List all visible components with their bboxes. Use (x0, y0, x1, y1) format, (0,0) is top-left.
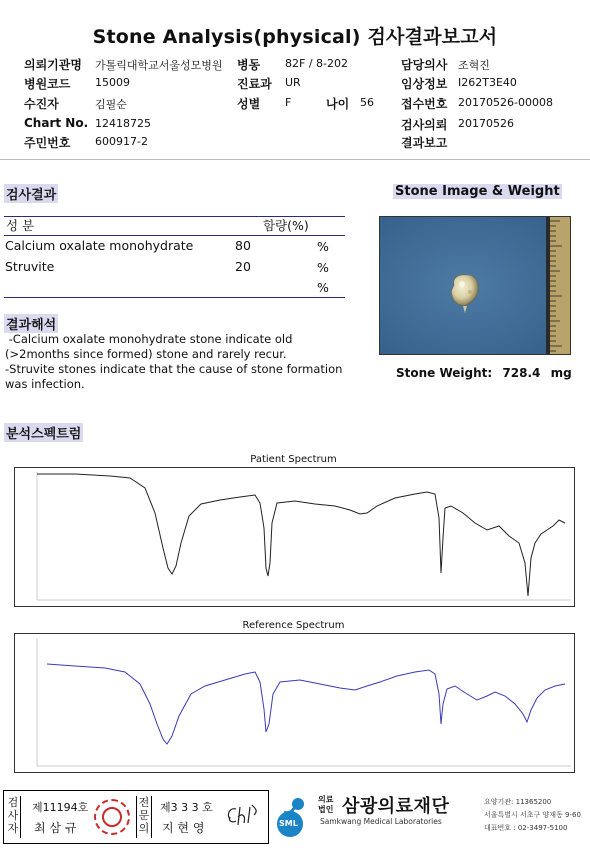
ward-label: 병동 (237, 58, 261, 72)
request-label: 검사의뢰 (401, 118, 448, 132)
interpretation-line: was infection. (5, 377, 85, 391)
interpretation-line: (>2months since formed) stone and rarely recur. (5, 347, 287, 361)
org-contact (484, 796, 581, 835)
result-value: 20 (235, 259, 251, 274)
dept-label: 진료과 (237, 77, 272, 91)
tester-name: 최 삼 규 (34, 821, 77, 835)
stone-weight-unit: mg (550, 366, 572, 380)
stone-photo (379, 216, 571, 355)
tester-vertical-char: 검 (7, 796, 19, 809)
age-label: 나이 (326, 97, 350, 111)
reference-spectrum (14, 633, 575, 773)
results-header-rule (4, 235, 345, 236)
sml-logo (270, 794, 310, 838)
resident-label: 주민번호 (24, 136, 71, 150)
report-label: 결과보고 (401, 136, 448, 150)
tester-vertical-label (6, 796, 21, 838)
org-name: 삼광의료재단 (342, 796, 450, 817)
hospital-code-value: 15009 (95, 76, 130, 89)
result-name: Struvite (5, 259, 55, 274)
content-column-header: 함량(%) (263, 218, 309, 233)
org-phone: 대표번호 : 02-3497-5100 (484, 824, 568, 832)
specialist-vertical-char: 의 (138, 822, 150, 835)
result-name: Calcium oxalate monohydrate (5, 238, 194, 253)
clinical-value: I262T3E40 (458, 76, 517, 89)
clinical-label: 임상정보 (401, 77, 448, 91)
report-title: Stone Analysis(physical) 검사결과보고서 (92, 26, 498, 48)
doctor-label: 담당의사 (401, 58, 448, 72)
specialist-name: 지 현 영 (162, 821, 205, 835)
patient-label: 수진자 (24, 97, 59, 111)
reference-spectrum-graphic (15, 634, 574, 772)
result-unit: % (317, 280, 329, 295)
chart-label: Chart No. (24, 116, 89, 130)
tester-license-number: 제11194호 (32, 801, 89, 814)
interpretation-line: -Calcium oxalate monohydrate stone indicate old (5, 332, 293, 346)
patient-spectrum (14, 467, 575, 607)
org-registration: 요양기관: 11365200 (484, 798, 552, 806)
stone-weight (396, 366, 572, 380)
dept-value: UR (285, 76, 301, 89)
results-section-title: 검사결과 (4, 184, 58, 203)
stone-weight-value: 728.4 (502, 366, 541, 380)
reference-spectrum-title: Reference Spectrum (242, 620, 345, 631)
stone-photo-graphic (380, 217, 570, 354)
interpretation-section-title: 결과해석 (4, 314, 58, 333)
result-value: 80 (235, 238, 251, 253)
stone-weight-label: Stone Weight: (396, 366, 493, 380)
sex-label: 성별 (237, 97, 261, 111)
doctor-value: 조혁진 (458, 59, 490, 72)
component-column-header: 성 분 (6, 218, 35, 233)
patient-spectrum-graphic (15, 468, 574, 606)
logo-text: SML (279, 819, 298, 828)
hospital-code-label: 병원코드 (24, 77, 71, 91)
signature-box (3, 790, 269, 844)
patient-spectrum-title: Patient Spectrum (250, 454, 337, 465)
institution-label: 의뢰기관명 (24, 58, 82, 72)
sex-value: F (285, 96, 292, 109)
specialist-license-number: 제3 3 3 호 (160, 801, 213, 814)
org-prefix-line: 법인 (318, 805, 334, 814)
ruler (546, 217, 570, 354)
tester-vertical-char: 사 (7, 809, 19, 822)
org-english-name: Samkwang Medical Laboratories (320, 817, 442, 826)
result-unit: % (317, 260, 329, 275)
resident-value: 600917-2 (95, 135, 148, 148)
stone-section-title: Stone Image & Weight (395, 184, 560, 199)
tester-seal (94, 799, 130, 835)
receipt-label: 접수번호 (401, 97, 448, 111)
org-address: 서울특별시 서초구 양재동 9-60 (484, 811, 581, 819)
specialist-signature (224, 801, 262, 831)
patient-value: 김필순 (95, 98, 127, 111)
specialist-vertical-label (136, 796, 152, 838)
org-prefix (318, 795, 333, 815)
spectrum-section-title: 분석스펙트럼 (4, 423, 83, 442)
specialist-vertical-char: 전 (138, 796, 150, 809)
sml-logo-icon (270, 794, 310, 838)
interpretation-text (5, 332, 375, 392)
specialist-vertical-char: 문 (138, 809, 150, 822)
ward-value: 82F / 8-202 (285, 57, 348, 70)
org-prefix-line: 의료 (318, 795, 334, 804)
result-unit: % (317, 239, 329, 254)
interpretation-line: -Struvite stones indicate that the cause of stone formation (5, 362, 343, 376)
tester-vertical-char: 자 (7, 822, 19, 835)
chart-value: 12418725 (95, 117, 151, 130)
results-bottom-rule (4, 297, 345, 298)
age-value: 56 (360, 96, 374, 109)
institution-value: 가톨릭대학교서울성모병원 (95, 59, 223, 72)
header-divider (0, 159, 590, 160)
receipt-value: 20170526-00008 (458, 96, 553, 109)
request-value: 20170526 (458, 117, 514, 130)
